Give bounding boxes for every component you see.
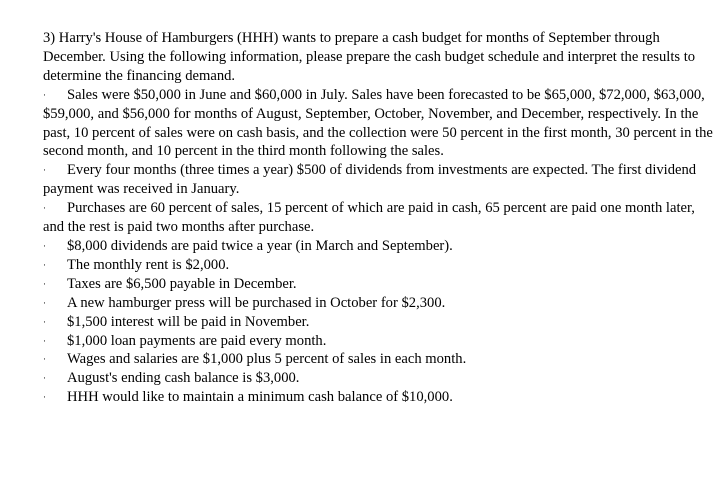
list-item-text: $1,000 loan payments are paid every month. <box>67 332 327 349</box>
sales-paragraph <box>43 86 715 162</box>
paragraph-text: Purchases are 60 percent of sales, 15 percent of which are paid in cash, 65 percent are paid one month later, and the rest is paid two months after purchase. <box>43 200 695 236</box>
dividends-paragraph <box>43 161 715 199</box>
paragraph-text: Sales were $50,000 in June and $60,000 in July. Sales have been forecasted to be $65,000, $72,000, $63,000, $59,000, and $56,000 for months of August, September, October, November, and December, respectively. In the past, 10 percent of sales were on cash basis, and the collection were 50 percent in the first month, 30 percent in the second month, and 10 percent in the third month following the sales. <box>43 86 713 160</box>
list-item-text: Wages and salaries are $1,000 plus 5 percent of sales in each month. <box>67 351 467 368</box>
list-item <box>43 237 715 256</box>
paragraph-text: Every four months (three times a year) $500 of dividends from investments are expected. The first dividend payment was received in January. <box>43 162 697 198</box>
list-item <box>43 350 715 369</box>
list-item <box>43 313 715 332</box>
list-item-text: $1,500 interest will be paid in November. <box>67 313 310 330</box>
bullet-dot: · <box>43 89 46 100</box>
list-item <box>43 256 715 275</box>
purchases-paragraph <box>43 199 715 237</box>
list-item <box>43 369 715 388</box>
list-item <box>43 294 715 313</box>
list-item-text: Taxes are $6,500 payable in December. <box>67 275 297 292</box>
problem-document <box>43 29 715 407</box>
list-item-text: The monthly rent is $2,000. <box>67 256 230 273</box>
bullet-dot: · <box>43 259 46 270</box>
assumption-list <box>43 237 715 407</box>
problem-intro: 3) Harry's House of Hamburgers (HHH) wants to prepare a cash budget for months of September through December. Using the following information, please prepare the cash budget schedule and interpret the results to determine the financing demand. <box>43 30 696 84</box>
bullet-dot: · <box>43 354 46 365</box>
list-item-text: HHH would like to maintain a minimum cash balance of $10,000. <box>67 389 453 406</box>
bullet-dot: · <box>43 316 46 327</box>
bullet-dot: · <box>43 240 46 251</box>
bullet-dot: · <box>43 203 46 214</box>
list-item <box>43 275 715 294</box>
list-item-text: A new hamburger press will be purchased in October for $2,300. <box>67 294 446 311</box>
bullet-dot: · <box>43 392 46 403</box>
list-item-text: $8,000 dividends are paid twice a year (in March and September). <box>67 237 453 254</box>
list-item <box>43 388 715 407</box>
bullet-dot: · <box>43 373 46 384</box>
list-item <box>43 332 715 351</box>
list-item-text: August's ending cash balance is $3,000. <box>67 370 300 387</box>
bullet-dot: · <box>43 335 46 346</box>
bullet-dot: · <box>43 165 46 176</box>
bullet-dot: · <box>43 297 46 308</box>
bullet-dot: · <box>43 278 46 289</box>
